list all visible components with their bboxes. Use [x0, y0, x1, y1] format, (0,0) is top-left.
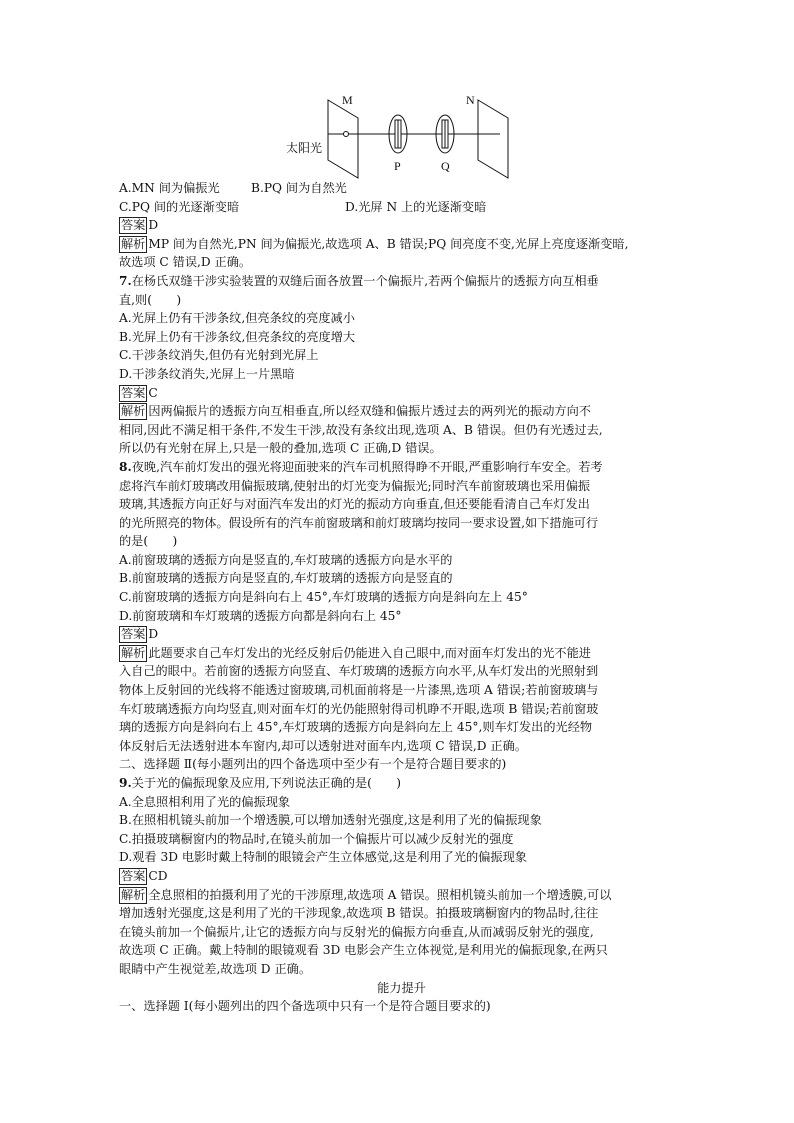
analysis-text: 此题要求自己车灯发出的光经反射后仍能进入自己眼中,而对面车灯发出的光不能进: [148, 645, 591, 660]
q7-answer: [119, 384, 684, 403]
label-m: M: [342, 93, 353, 107]
q8-stem: 的光所照亮的物体。假设所有的汽车前窗玻璃和前灯玻璃均按同一要求设置,如下措施可行: [119, 515, 599, 530]
q9-option-d: D.观看 3D 电影时戴上特制的眼镜会产生立体感觉,这是利用了光的偏振现象: [119, 850, 527, 865]
q6-options-row1: [119, 179, 684, 198]
answer-tag: 答案: [121, 868, 146, 883]
analysis-tag: 解析: [121, 887, 146, 902]
q8-option-a: A.前窗玻璃的透振方向是竖直的,车灯玻璃的透振方向是水平的: [119, 552, 453, 567]
q8-option-c: C.前窗玻璃的透振方向是斜向右上 45°,车灯玻璃的透振方向是斜向左上 45°: [119, 590, 528, 605]
q6-option-b: B.PQ 间为自然光: [251, 181, 347, 195]
q9-number: 9.: [119, 776, 132, 790]
section-title: 能力提升: [377, 980, 426, 995]
q6-analysis-line: 故选项 C 错误,D 正确。: [119, 255, 252, 270]
q7-analysis-line: 所以仍有光射在屏上,只是一般的叠加,选项 C 正确,D 错误。: [119, 441, 442, 456]
q7-stem: [119, 272, 684, 291]
analysis-text: 全息照相的拍摄利用了光的干涉原理,故选项 A 错误。照相机镜头前加一个增透膜,可以: [148, 887, 612, 902]
q9-option-b: B.在照相机镜头前加一个增透膜,可以增加透射光强度,这是利用了光的偏振现象: [119, 813, 542, 828]
q9-analysis-line: 增加透射光强度,这是利用了光的干涉现象,故选项 B 错误。拍摄玻璃橱窗内的物品时,往往: [119, 906, 599, 921]
q7-answer-value: C: [148, 385, 158, 400]
q8-analysis-line: 入自己的眼中。若前窗的透振方向竖直、车灯玻璃的透振方向水平,从车灯发出的光照射到: [119, 664, 599, 679]
q9-option-c: C.拍摄玻璃橱窗内的物品时,在镜头前加一个偏振片可以减少反射光的强度: [119, 831, 514, 846]
q7-option-d: D.干涉条纹消失,光屏上一片黑暗: [119, 366, 295, 381]
q6-option-c: C.PQ 间的光逐渐变暗: [119, 199, 240, 214]
q7-option-b: B.光屏上仍有干涉条纹,但亮条纹的亮度增大: [119, 329, 356, 344]
answer-tag: 答案: [121, 385, 146, 400]
analysis-tag: 解析: [121, 236, 146, 251]
q8-option-b: B.前窗玻璃的透振方向是竖直的,车灯玻璃的透振方向是竖直的: [119, 571, 453, 586]
answer-tag: 答案: [121, 218, 146, 233]
section-heading-1: 一、选择题 Ⅰ(每小题列出的四个备选项中只有一个是符合题目要求的): [119, 999, 491, 1014]
q9-stem: [119, 774, 684, 793]
q6-option-d: D.光屏 N 上的光逐渐变暗: [345, 199, 487, 214]
q6-analysis-line: [119, 235, 684, 254]
analysis-text: 因两偏振片的透振方向互相垂直,所以经双缝和偏振片透过去的两列光的振动方向不: [148, 404, 591, 419]
q7-number: 7.: [119, 273, 132, 288]
q8-stem-text: 夜晚,汽车前灯发出的强光将迎面驶来的汽车司机照得睁不开眼,严重影响行车安全。若考: [131, 459, 603, 474]
q9-answer-value: CD: [148, 868, 168, 883]
answer-tag: 答案: [121, 627, 146, 642]
section-heading-2: 二、选择题 Ⅱ(每小题列出的四个备选项中至少有一个是符合题目要求的): [119, 757, 507, 772]
q8-answer-value: D: [148, 627, 159, 642]
q9-analysis-line: 眼睛中产生视觉差,故选项 D 正确。: [119, 961, 312, 976]
q7-analysis-line: 相同,因此不满足相干条件,不发生干涉,故没有条纹出现,选项 A、B 错误。但仍有光透过去,: [119, 422, 603, 437]
q8-number: 8.: [119, 459, 132, 474]
q6-answer: [119, 216, 684, 235]
label-p: P: [394, 159, 401, 173]
screen-m-shape: [328, 100, 358, 178]
polarizer-diagram: [270, 90, 540, 190]
q8-analysis-line: 物体上反射回的光线将不能透过窗玻璃,司机面前将是一片漆黑,选项 A 错误;若前窗玻璃与: [119, 683, 599, 698]
q8-stem: 虑将汽车前灯玻璃改用偏振玻璃,使射出的灯光变为偏振光;同时汽车前窗玻璃也采用偏振: [119, 478, 591, 493]
q9-answer: [119, 867, 684, 886]
q7-stem-text: 在杨氏双缝干涉实验装置的双缝后面各放置一个偏振片,若两个偏振片的透振方向互相垂: [131, 273, 599, 288]
q8-analysis-line: [119, 644, 684, 663]
analysis-tag: 解析: [121, 404, 146, 419]
analysis-tag: 解析: [121, 645, 146, 660]
q8-analysis-line: 体反射后无法透射进本车窗内,却可以透射进对面车内,选项 C 错误,D 正确。: [119, 738, 527, 753]
q8-answer: [119, 625, 684, 644]
q7-option-c: C.干涉条纹消失,但仍有光射到光屏上: [119, 348, 319, 363]
screen-n-shape: [478, 100, 508, 178]
q7-analysis-line: [119, 402, 684, 421]
document-body: [119, 179, 684, 1016]
q9-stem-text: 关于光的偏振现象及应用,下列说法正确的是( ): [131, 776, 402, 790]
q6-option-a: A.MN 间为偏振光: [119, 181, 220, 195]
q9-analysis-line: [119, 886, 684, 905]
label-q: Q: [441, 159, 450, 173]
q8-stem: [119, 458, 684, 477]
analysis-text: MP 间为自然光,PN 间为偏振光,故选项 A、B 错误;PQ 间亮度不变,光屏上亮度逐渐变暗,: [148, 236, 629, 251]
label-sunlight: 太阳光: [286, 141, 323, 155]
q6-answer-value: D: [148, 218, 159, 233]
q6-options-row2: [119, 198, 684, 217]
q8-analysis-line: 璃的透振方向是斜向右上 45°,车灯玻璃的透振方向是斜向左上 45°,则车灯发出的光经物: [119, 720, 593, 735]
q7-stem: 直,则( ): [119, 292, 182, 307]
q8-analysis-line: 车灯玻璃透振方向均竖直,则对面车灯的光仍能照射得司机睁不开眼,选项 B 错误;若前窗玻: [119, 701, 599, 716]
q7-option-a: A.光屏上仍有干涉条纹,但亮条纹的亮度减小: [119, 311, 355, 326]
label-n: N: [466, 93, 475, 107]
q9-analysis-line: 在镜头前加一个偏振片,让它的透振方向与反射光的偏振方向垂直,从而减弱反射光的强度,: [119, 924, 594, 939]
q8-stem: 的是( ): [119, 534, 178, 549]
q8-option-d: D.前窗玻璃和车灯玻璃的透振方向都是斜向右上 45°: [119, 608, 402, 623]
q9-analysis-line: 故选项 C 正确。戴上特制的眼镜观看 3D 电影会产生立体视觉,是利用光的偏振现象,在两只: [119, 943, 608, 958]
q9-option-a: A.全息照相利用了光的偏振现象: [119, 794, 291, 809]
q8-stem: 玻璃,其透振方向正好与对面汽车发出的灯光的振动方向垂直,但还要能看清自己车灯发出: [119, 497, 590, 512]
